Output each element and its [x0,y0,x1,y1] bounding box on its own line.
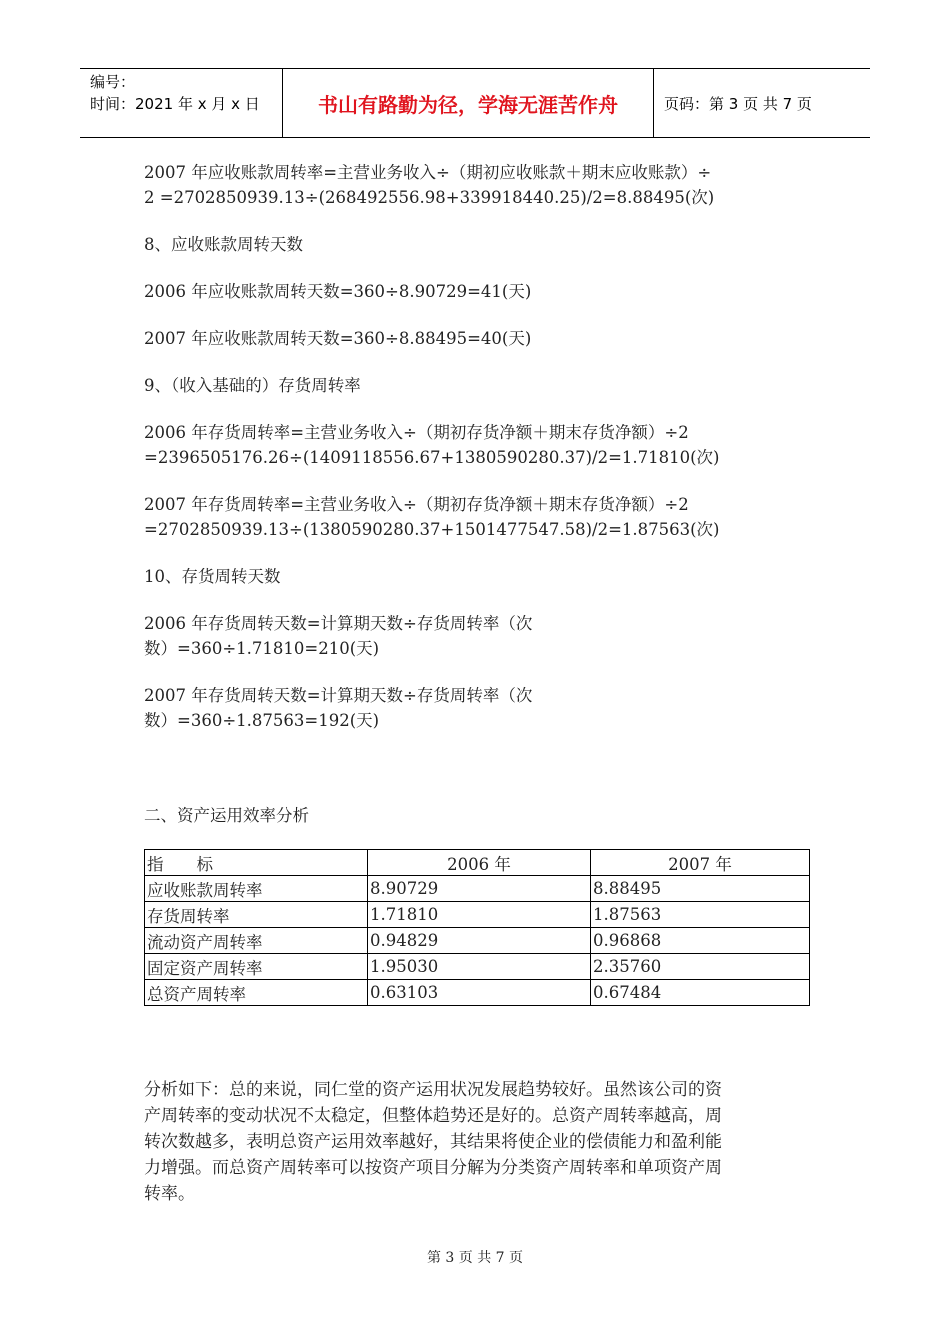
table-cell: 存货周转率 [145,902,368,928]
text-line: 转次数越多，表明总资产运用效率越好，其结果将使企业的偿债能力和盈利能 [144,1132,722,1152]
text-line: 2007 年应收账款周转率=主营业务收入÷（期初应收账款＋期末应收账款）÷ [144,163,712,182]
paragraph-2007-receivable-days: 2007 年应收账款周转天数=360÷8.88495=40(天) [144,329,532,348]
table-cell: 总资产周转率 [145,980,368,1006]
table-cell: 0.96868 [591,928,810,954]
table-cell: 8.88495 [591,876,810,902]
text-line: 力增强。而总资产周转率可以按资产项目分解为分类资产周转率和单项资产周 [144,1158,722,1178]
table-cell: 0.67484 [591,980,810,1006]
text-line: =2396505176.26÷(1409118556.67+1380590280.37)/2=1.71810(次) [144,448,720,467]
table-cell: 1.71810 [368,902,591,928]
heading-item-10: 10、存货周转天数 [144,567,281,586]
page-footer: 第 3 页 共 7 页 [426,1250,524,1266]
paragraph-2007-receivable-turnover [144,160,794,210]
number-label: 编号： [90,73,136,91]
table-cell: 应收账款周转率 [145,876,368,902]
table-cell: 1.95030 [368,954,591,980]
paragraph-2006-inventory-turnover [144,420,794,470]
table-cell: 0.94829 [368,928,591,954]
table-row [145,980,810,1006]
table-cell: 固定资产周转率 [145,954,368,980]
text-line: =2702850939.13÷(1380590280.37+1501477547.58)/2=1.87563(次) [144,520,720,539]
paragraph-2006-receivable-days: 2006 年应收账款周转天数=360÷8.90729=41(天) [144,282,532,301]
table-header-cell: 2007 年 [591,850,810,876]
paragraph-2006-inventory-days [144,611,594,661]
text-line: 2007 年存货周转天数=计算期天数÷存货周转率（次 [144,686,533,705]
text-line: 分析如下：总的来说，同仁堂的资产运用状况发展趋势较好。虽然该公司的资 [144,1080,722,1100]
table-row [145,954,810,980]
document-body [144,160,794,828]
text-line: 转率。 [144,1184,195,1204]
header-motto: 书山有路勤为径，学海无涯苦作舟 [282,69,654,137]
section-heading-asset-efficiency: 二、资产运用效率分析 [144,806,309,825]
time-label: 时间：2021 年 x 月 x 日 [90,95,260,113]
table-cell: 0.63103 [368,980,591,1006]
heading-item-9: 9、（收入基础的）存货周转率 [144,376,361,395]
text-line: 2006 年存货周转天数=计算期天数÷存货周转率（次 [144,614,533,633]
asset-efficiency-table [144,849,810,1006]
page-header [80,68,870,138]
paragraph-2007-inventory-days [144,683,594,733]
text-line: 数）=360÷1.71810=210(天) [144,639,380,658]
table-cell: 流动资产周转率 [145,928,368,954]
paragraph-2007-inventory-turnover [144,492,794,542]
text-line: 2 =2702850939.13÷(268492556.98+339918440.25)/2=8.88495(次) [144,188,715,207]
table-row [145,902,810,928]
table-cell: 1.87563 [591,902,810,928]
text-line: 产周转率的变动状况不太稳定，但整体趋势还是好的。总资产周转率越高，周 [144,1106,722,1126]
text-line: 2006 年存货周转率=主营业务收入÷（期初存货净额＋期末存货净额）÷2 [144,423,689,442]
heading-item-8: 8、应收账款周转天数 [144,235,303,254]
table-row [145,876,810,902]
text-line: 2007 年存货周转率=主营业务收入÷（期初存货净额＋期末存货净额）÷2 [144,495,689,514]
text-line: 数）=360÷1.87563=192(天) [144,711,380,730]
table-cell: 8.90729 [368,876,591,902]
table-header-cell: 指 标 [145,850,368,876]
header-page-info: 页码：第 3 页 共 7 页 [664,94,812,113]
header-meta [80,69,282,137]
table-header-cell: 2006 年 [368,850,591,876]
analysis-paragraph [144,1077,804,1207]
table-row [145,928,810,954]
table-header-row [145,850,810,876]
table-cell: 2.35760 [591,954,810,980]
